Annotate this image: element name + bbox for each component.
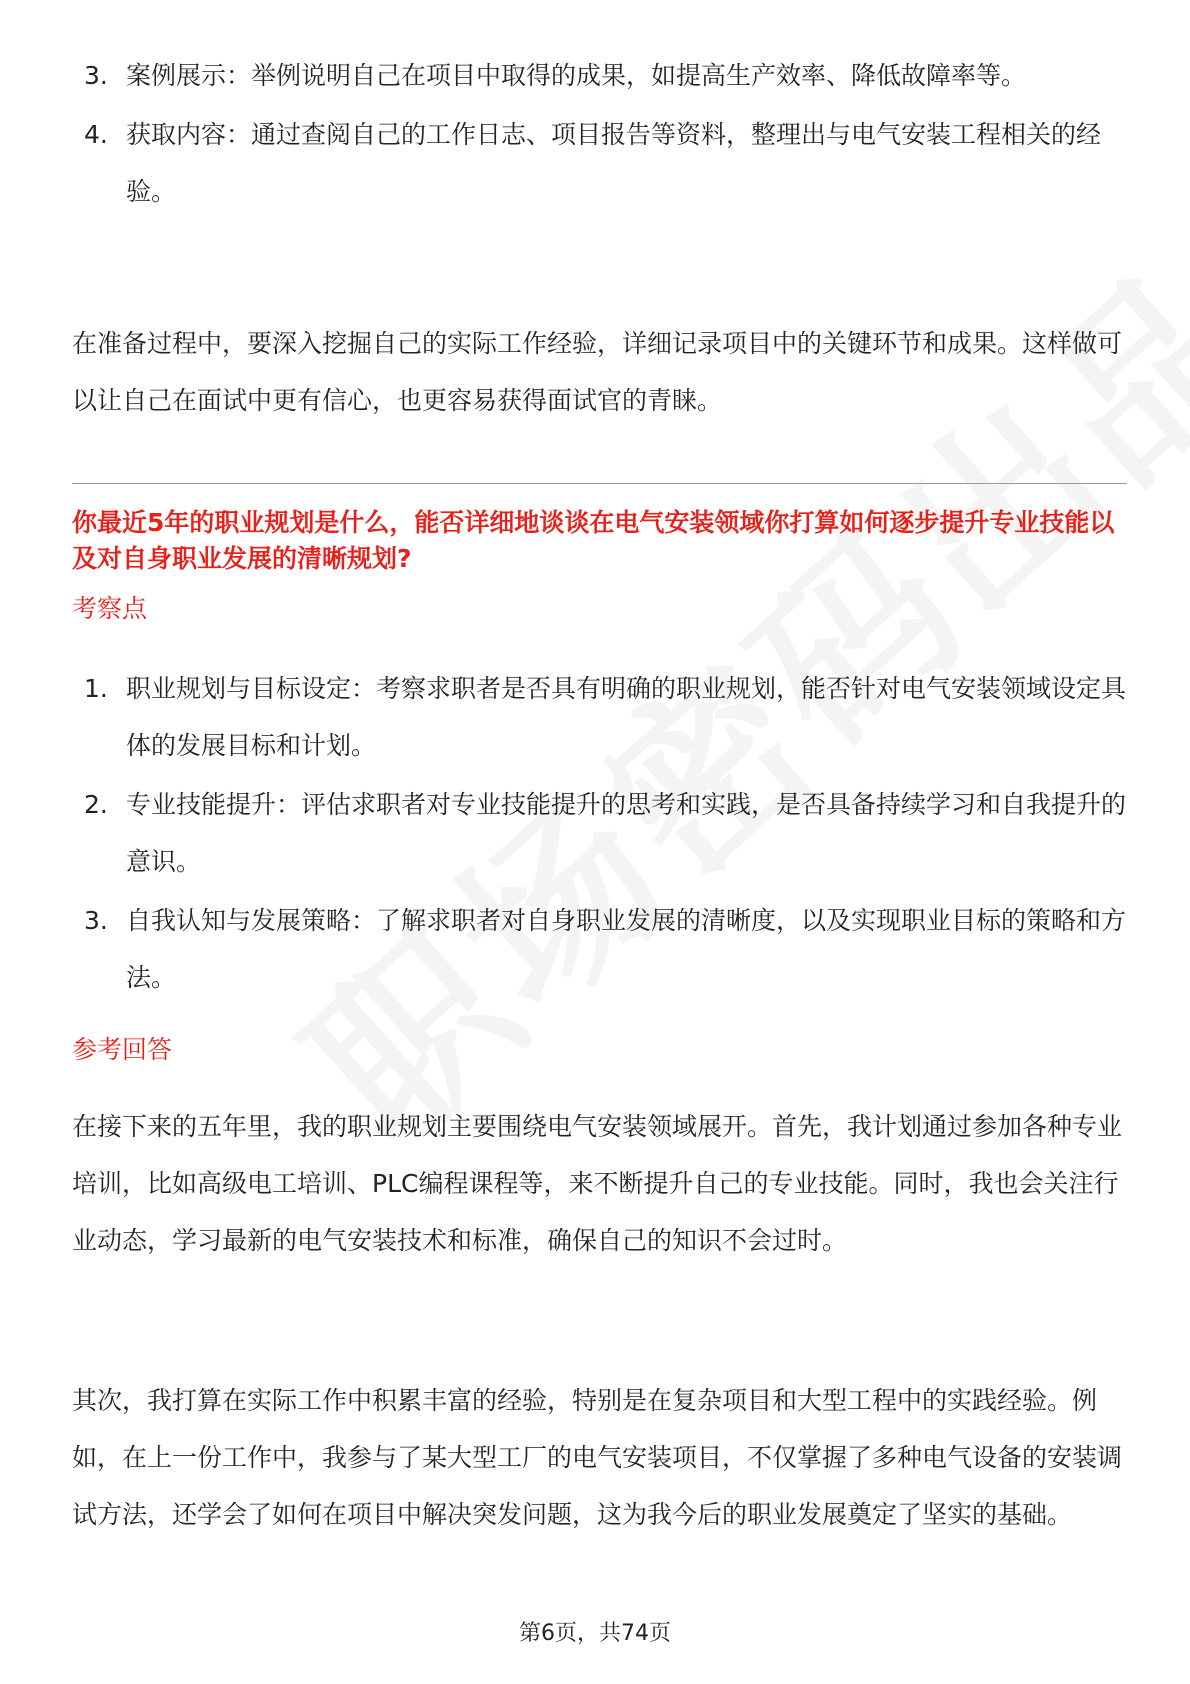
list-number: 2. bbox=[84, 790, 108, 819]
exam-points-list bbox=[72, 660, 1127, 1008]
prep-paragraph: 在准备过程中，要深入挖掘自己的实际工作经验，详细记录项目中的关键环节和成果。这样做可以让自己在面试中更有信心，也更容易获得面试官的青睐。 bbox=[72, 329, 1123, 415]
list-text: 职业规划与目标设定：考察求职者是否具有明确的职业规划，能否针对电气安装领域设定具体的发展目标和计划。 bbox=[126, 674, 1127, 760]
list-item bbox=[72, 106, 1127, 220]
answer-paragraph: 其次，我打算在实际工作中积累丰富的经验，特别是在复杂项目和大型工程中的实践经验。例如，在上一份工作中，我参与了某大型工厂的电气安装项目，不仅掌握了多种电气设备的安装调试方法，还学会了如何在项目中解决突发问题，这为我今后的职业发展奠定了坚实的基础。 bbox=[72, 1386, 1123, 1529]
list-number: 3. bbox=[84, 906, 108, 935]
exam-points-heading: 考察点 bbox=[72, 594, 148, 623]
question-heading: 你最近5年的职业规划是什么，能否详细地谈谈在电气安装领域你打算如何逐步提升专业技能以及对自身职业发展的清晰规划? bbox=[72, 508, 1115, 573]
list-item bbox=[72, 892, 1127, 1006]
list-text: 专业技能提升：评估求职者对专业技能提升的思考和实践，是否具备持续学习和自我提升的意识。 bbox=[126, 790, 1127, 876]
answer-paragraph: 在接下来的五年里，我的职业规划主要围绕电气安装领域展开。首先，我计划通过参加各种专业培训，比如高级电工培训、PLC编程课程等，来不断提升自己的专业技能。同时，我也会关注行业动态，学习最新的电气安装技术和标准，确保自己的知识不会过时。 bbox=[72, 1112, 1123, 1255]
list-item bbox=[72, 660, 1127, 774]
answer-heading: 参考回答 bbox=[72, 1035, 173, 1064]
page-footer: 第6页，共74页 bbox=[519, 1621, 671, 1646]
list-text: 获取内容：通过查阅自己的工作日志、项目报告等资料，整理出与电气安装工程相关的经验。 bbox=[126, 120, 1102, 206]
section-divider bbox=[72, 483, 1127, 484]
list-number: 3. bbox=[84, 61, 108, 90]
list-number: 4. bbox=[84, 120, 108, 149]
list-number: 1. bbox=[84, 674, 108, 703]
list-item bbox=[72, 776, 1127, 890]
top-list bbox=[72, 47, 1127, 222]
list-text: 自我认知与发展策略：了解求职者对自身职业发展的清晰度，以及实现职业目标的策略和方法。 bbox=[126, 906, 1127, 992]
list-item bbox=[72, 47, 1127, 104]
list-text: 案例展示：举例说明自己在项目中取得的成果，如提高生产效率、降低故障率等。 bbox=[126, 61, 1027, 90]
